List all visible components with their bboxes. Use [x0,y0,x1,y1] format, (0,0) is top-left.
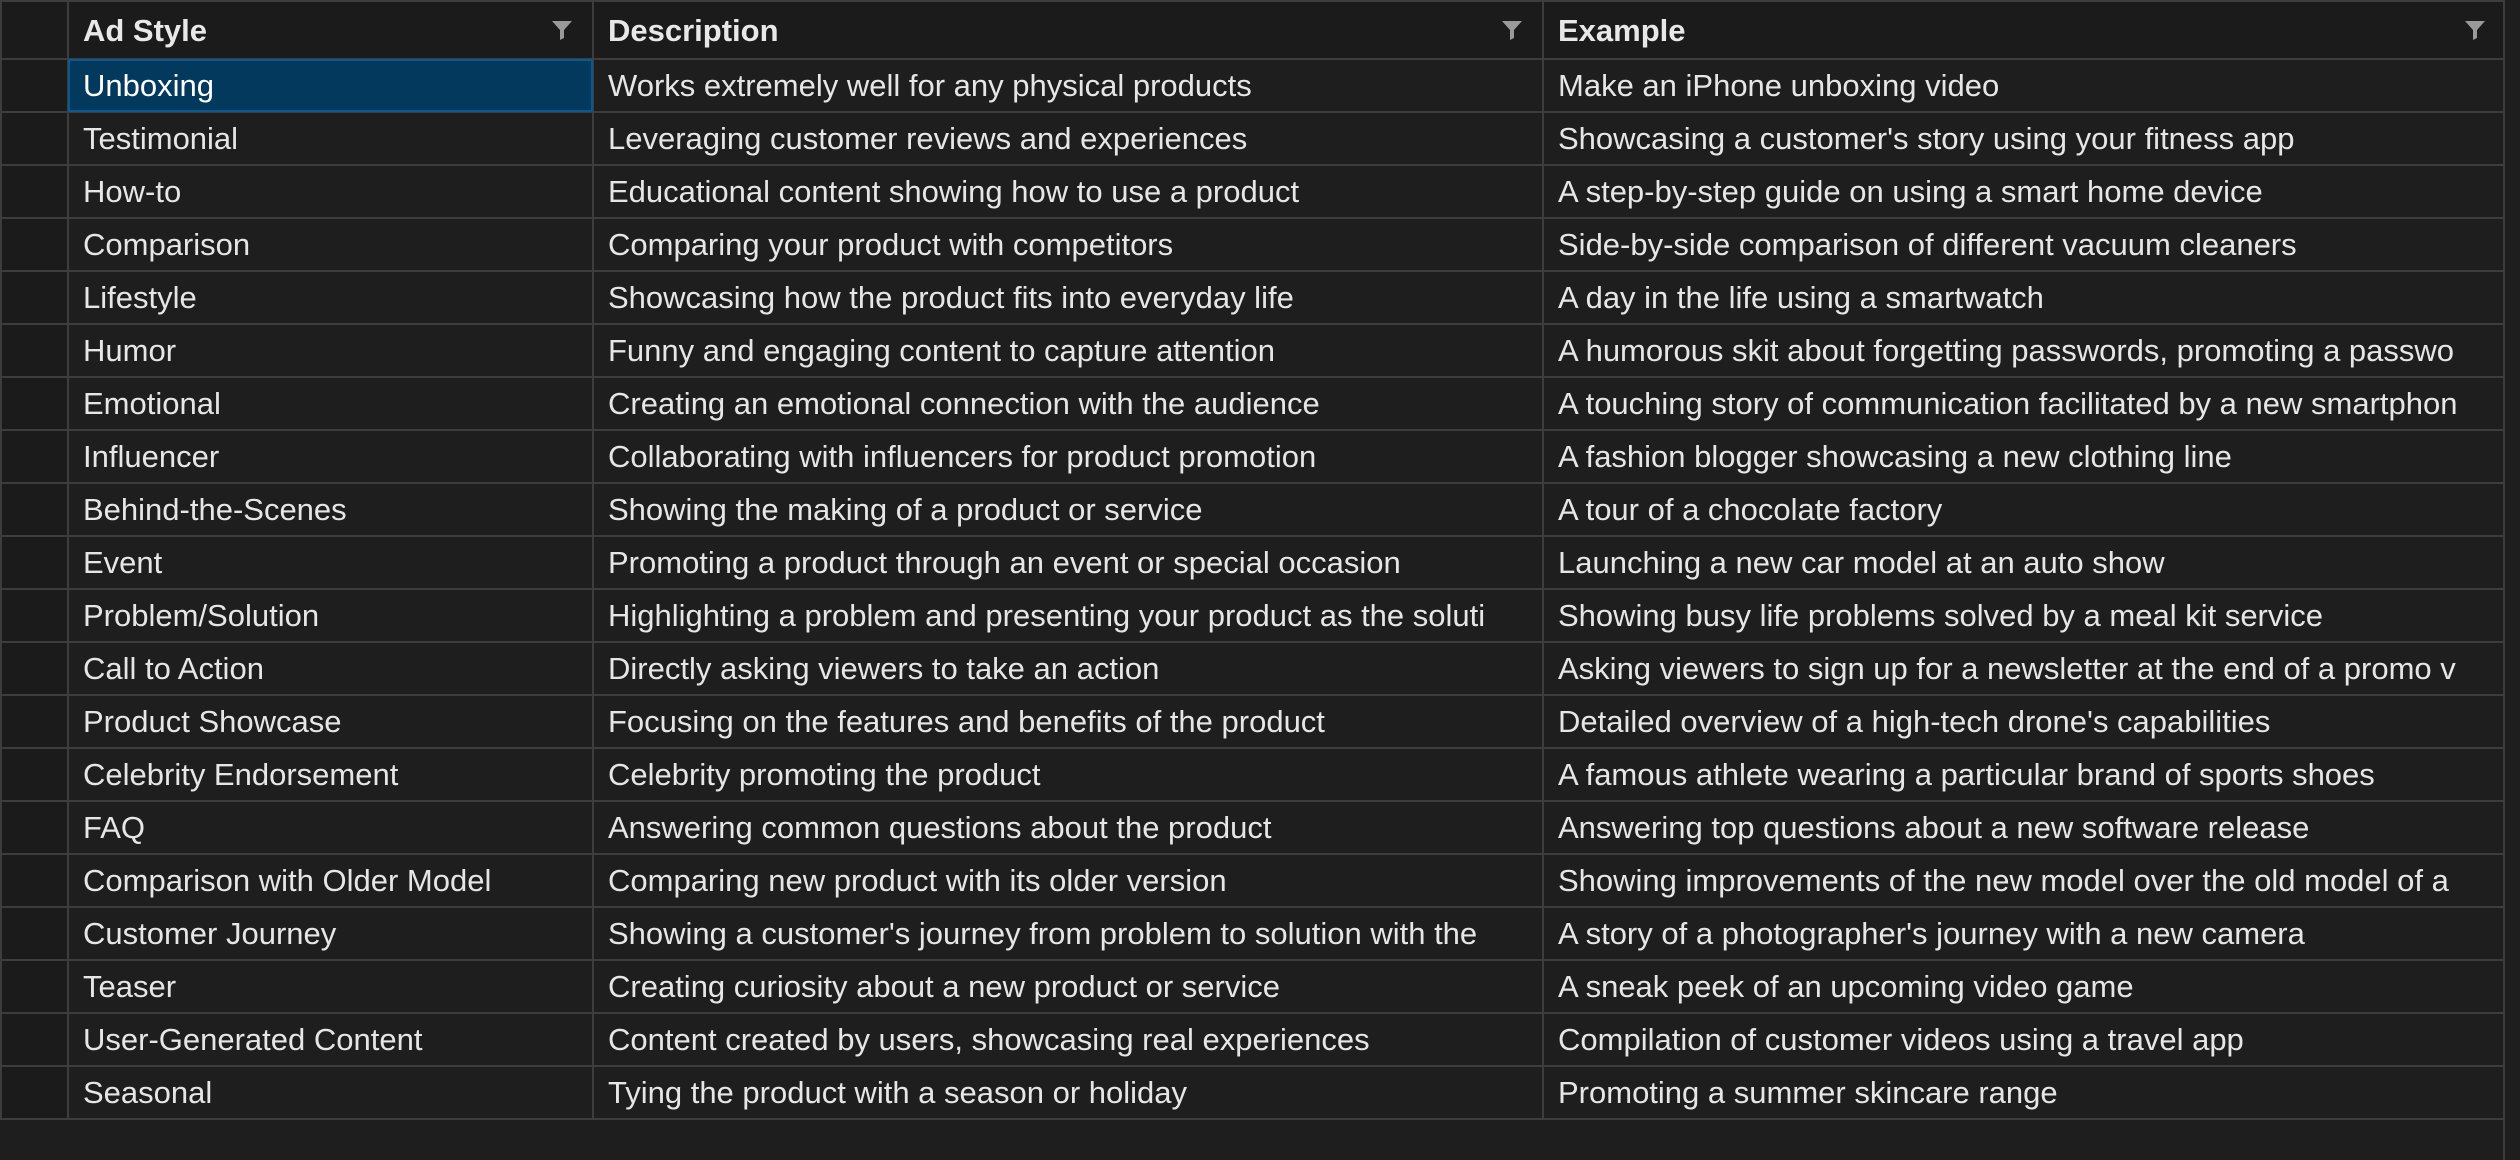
table-row[interactable] [1,536,2520,589]
row-index-cell[interactable] [1,271,68,324]
cell-description[interactable]: Focusing on the features and benefits of the product [593,695,1543,748]
cell-example[interactable]: Showcasing a customer's story using your fitness app [1543,112,2520,165]
cell-example[interactable]: Answering top questions about a new software release [1543,801,2520,854]
cell-example[interactable]: Asking viewers to sign up for a newsletter at the end of a promo v [1543,642,2520,695]
cell-example[interactable]: Showing improvements of the new model over the old model of a [1543,854,2520,907]
cell-description[interactable]: Content created by users, showcasing real experiences [593,1013,1543,1066]
cell-example[interactable]: A sneak peek of an upcoming video game [1543,960,2520,1013]
cell-example[interactable]: Make an iPhone unboxing video [1543,59,2520,112]
column-header-example[interactable] [1543,1,2520,59]
cell-description[interactable]: Highlighting a problem and presenting your product as the soluti [593,589,1543,642]
cell-ad-style[interactable]: FAQ [68,801,593,854]
cell-example[interactable]: A story of a photographer's journey with a new camera [1543,907,2520,960]
cell-example[interactable]: A step-by-step guide on using a smart home device [1543,165,2520,218]
row-index-cell[interactable] [1,218,68,271]
row-index-cell[interactable] [1,112,68,165]
table-row[interactable] [1,324,2520,377]
cell-ad-style[interactable]: Influencer [68,430,593,483]
row-index-cell[interactable] [1,960,68,1013]
cell-ad-style[interactable]: Product Showcase [68,695,593,748]
row-index-cell[interactable] [1,483,68,536]
row-index-cell[interactable] [1,1066,68,1119]
row-index-cell[interactable] [1,907,68,960]
row-index-header[interactable] [1,1,68,59]
cell-description[interactable]: Leveraging customer reviews and experiences [593,112,1543,165]
cell-description[interactable]: Comparing your product with competitors [593,218,1543,271]
cell-ad-style[interactable]: Emotional [68,377,593,430]
row-index-cell[interactable] [1,589,68,642]
cell-example[interactable]: A tour of a chocolate factory [1543,483,2520,536]
filter-icon[interactable] [550,18,574,42]
row-index-cell[interactable] [1,695,68,748]
cell-description[interactable]: Creating an emotional connection with the audience [593,377,1543,430]
cell-example[interactable]: A humorous skit about forgetting passwords, promoting a passwo [1543,324,2520,377]
cell-description[interactable]: Celebrity promoting the product [593,748,1543,801]
cell-description[interactable]: Funny and engaging content to capture attention [593,324,1543,377]
cell-ad-style[interactable]: Comparison with Older Model [68,854,593,907]
row-index-cell[interactable] [1,377,68,430]
cell-description[interactable]: Comparing new product with its older version [593,854,1543,907]
table-row[interactable] [1,1013,2520,1066]
table-row[interactable] [1,483,2520,536]
cell-example[interactable]: Promoting a summer skincare range [1543,1066,2520,1119]
row-index-cell[interactable] [1,324,68,377]
column-header-label: Description [608,12,779,48]
cell-description[interactable]: Showcasing how the product fits into everyday life [593,271,1543,324]
table-row[interactable] [1,695,2520,748]
cell-example[interactable]: A touching story of communication facilitated by a new smartphon [1543,377,2520,430]
cell-ad-style[interactable]: Teaser [68,960,593,1013]
column-header-description[interactable] [593,1,1543,59]
cell-ad-style[interactable]: Behind-the-Scenes [68,483,593,536]
cell-ad-style[interactable]: Comparison [68,218,593,271]
table-row[interactable] [1,642,2520,695]
table-row[interactable] [1,271,2520,324]
cell-description[interactable]: Showing a customer's journey from problem to solution with the [593,907,1543,960]
cell-example[interactable]: Compilation of customer videos using a travel app [1543,1013,2520,1066]
table-row[interactable] [1,960,2520,1013]
row-index-cell[interactable] [1,1013,68,1066]
cell-description[interactable]: Creating curiosity about a new product or service [593,960,1543,1013]
table-row[interactable] [1,59,2520,112]
cell-description[interactable]: Tying the product with a season or holiday [593,1066,1543,1119]
table-row[interactable] [1,589,2520,642]
cell-example[interactable]: Showing busy life problems solved by a meal kit service [1543,589,2520,642]
grid-right-edge [2503,0,2520,1160]
cell-ad-style[interactable]: Call to Action [68,642,593,695]
cell-ad-style[interactable]: Unboxing [68,59,593,112]
table-row[interactable] [1,907,2520,960]
filter-icon[interactable] [2463,18,2487,42]
table-row[interactable] [1,165,2520,218]
cell-example[interactable]: Launching a new car model at an auto show [1543,536,2520,589]
table-row[interactable] [1,748,2520,801]
column-header-ad-style[interactable] [68,1,593,59]
cell-example[interactable]: A fashion blogger showcasing a new clothing line [1543,430,2520,483]
filter-icon[interactable] [1500,18,1524,42]
row-index-cell[interactable] [1,165,68,218]
cell-ad-style[interactable]: User-Generated Content [68,1013,593,1066]
cell-example[interactable]: Detailed overview of a high-tech drone's capabilities [1543,695,2520,748]
cell-example[interactable]: A day in the life using a smartwatch [1543,271,2520,324]
column-header-label: Example [1558,12,1686,48]
cell-example[interactable]: A famous athlete wearing a particular brand of sports shoes [1543,748,2520,801]
table-row[interactable] [1,218,2520,271]
cell-description[interactable]: Showing the making of a product or service [593,483,1543,536]
cell-ad-style[interactable]: Seasonal [68,1066,593,1119]
cell-ad-style[interactable]: Testimonial [68,112,593,165]
cell-ad-style[interactable]: Lifestyle [68,271,593,324]
row-index-cell[interactable] [1,801,68,854]
row-index-cell[interactable] [1,536,68,589]
cell-example[interactable]: Side-by-side comparison of different vacuum cleaners [1543,218,2520,271]
row-index-cell[interactable] [1,59,68,112]
cell-description[interactable]: Directly asking viewers to take an action [593,642,1543,695]
cell-description[interactable]: Works extremely well for any physical products [593,59,1543,112]
table-row[interactable] [1,1066,2520,1119]
cell-ad-style[interactable]: Customer Journey [68,907,593,960]
cell-ad-style[interactable]: Problem/Solution [68,589,593,642]
table-row[interactable] [1,430,2520,483]
column-header-label: Ad Style [83,12,208,48]
cell-ad-style[interactable]: Celebrity Endorsement [68,748,593,801]
table-row[interactable] [1,377,2520,430]
header-row [1,1,2520,59]
table-row[interactable] [1,801,2520,854]
row-index-cell[interactable] [1,642,68,695]
row-index-cell[interactable] [1,748,68,801]
cell-description[interactable]: Collaborating with influencers for product promotion [593,430,1543,483]
cell-ad-style[interactable]: Event [68,536,593,589]
cell-ad-style[interactable]: How-to [68,165,593,218]
row-index-cell[interactable] [1,854,68,907]
cell-ad-style[interactable]: Humor [68,324,593,377]
cell-description[interactable]: Promoting a product through an event or special occasion [593,536,1543,589]
row-index-cell[interactable] [1,430,68,483]
cell-description[interactable]: Answering common questions about the product [593,801,1543,854]
table-row[interactable] [1,112,2520,165]
cell-description[interactable]: Educational content showing how to use a product [593,165,1543,218]
table-row[interactable] [1,854,2520,907]
